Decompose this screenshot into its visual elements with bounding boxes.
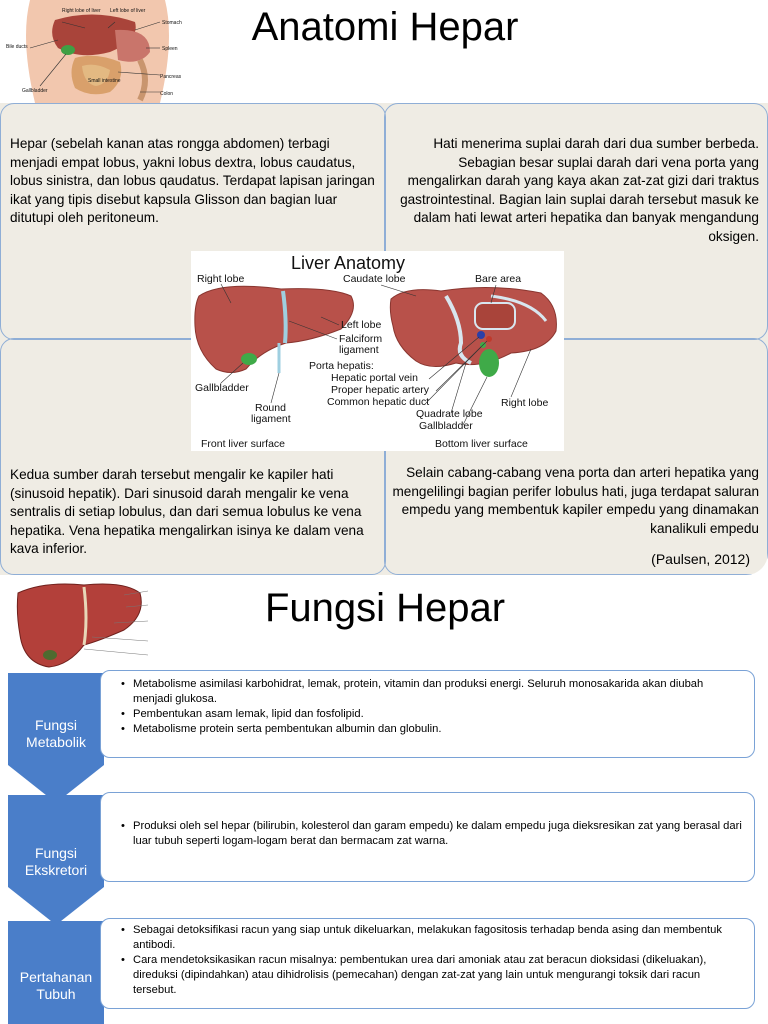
torso-label: Pancreas: [160, 74, 182, 80]
anatomy-paragraph-sinusoid: Kedua sumber darah tersebut mengalir ke kapiler hati (sinusoid hepatik). Dari sinusoid darah mengalir ke vena sentralis di setiap lobulus, dan dari semua lobulus ke vena hepatika. Vena hepatika mengalirkan isinya ke dalam vena kava inferior.: [10, 467, 364, 556]
figure-label: Caudate lobe: [343, 273, 406, 285]
torso-label: Right lobe of liver: [62, 8, 101, 14]
list-item: • Produksi oleh sel hepar (bilirubin, kolesterol dan garam empedu) ke dalam empedu juga dieksresikan zat yang berasal dari luar tubuh seperti logam-logam berat dan bermacam zat warna.: [125, 819, 742, 849]
function-label-line: Ekskretori: [24, 862, 88, 878]
list-item: • Metabolisme asimilasi karbohidrat, lemak, protein, vitamin dan produksi energi. Seluruh monosakarida akan diubah menjadi glukosa.: [125, 677, 742, 707]
list-item: • Sebagai detoksifikasi racun yang siap untuk dikeluarkan, melakukan fagositosis terhadap benda asing dan membentuk antibodi.: [125, 923, 742, 953]
figure-label: Left lobe: [341, 319, 382, 331]
figure-label: Porta hepatis:: [309, 360, 374, 372]
torso-label: Left lobe of liver: [110, 8, 146, 14]
figure-label: Round: [255, 402, 286, 414]
function-description-box: [100, 918, 755, 1009]
list-item: • Metabolisme protein serta pembentukan albumin dan globulin.: [125, 722, 742, 737]
torso-label: Bile ducts: [6, 44, 28, 50]
torso-label: Gallbladder: [22, 88, 48, 94]
slide-title: Fungsi Hepar: [264, 586, 506, 630]
function-label-line: Pertahanan: [19, 969, 93, 985]
figure-label: Right lobe: [501, 397, 549, 409]
function-description-box: [100, 670, 755, 758]
anatomy-paragraph-blood-supply: Hati menerima suplai darah dari dua sumber berbeda. Sebagian besar suplai darah dari vena porta yang mengalirkan darah yang kaya akan zat-zat gizi dari traktus gastrointestinal. Bagian lain suplai darah tersebut masuk ke dalam hati lewat arteri hepatika dan banyak mengandung oksigen.: [400, 136, 759, 244]
figure-label: Bare area: [475, 273, 522, 285]
function-label-line: Tubuh: [36, 986, 76, 1002]
figure-label: ligament: [251, 413, 291, 425]
function-row-metabolik: [0, 673, 768, 808]
figure-label: ligament: [339, 344, 379, 356]
figure-label: Gallbladder: [419, 420, 473, 432]
function-label-line: Fungsi: [34, 717, 78, 733]
torso-label: Stomach: [162, 20, 182, 26]
function-label-line: Metabolik: [26, 734, 86, 750]
figure-label: Quadrate lobe: [416, 408, 483, 420]
list-item: • Cara mendetoksikasikan racun misalnya: pembentukan urea dari amoniak atau zat beracun dioksidasi (dikeluakan), direduksi (dipindahkan) atau dihidrolisis (pemecahan) dengan zat-zat yang lain untuk mengurangi toksik dari racun tersebut.: [125, 953, 742, 998]
function-row-pertahanan: [0, 921, 768, 1024]
function-row-ekskretori: [0, 795, 768, 925]
figure-label: Right lobe: [197, 273, 245, 285]
anatomy-paragraph-bile-ducts: Selain cabang-cabang vena porta dan arteri hepatika yang mengelilingi bagian perifer lobulus hati, juga terdapat saluran empedu yang membentuk kapiler empedu yang dinamakan kanalikuli empedu: [392, 465, 759, 536]
citation: (Paulsen, 2012): [651, 551, 750, 567]
figure-label: Gallbladder: [195, 382, 249, 394]
torso-label: Small intestine: [88, 78, 121, 84]
figure-label: Front liver surface: [201, 438, 286, 450]
list-item: • Pembentukan asam lemak, lipid dan fosfolipid.: [125, 707, 742, 722]
slide-title: Anatomi Hepar: [251, 5, 519, 49]
function-label: [8, 845, 104, 879]
figure-title: Liver Anatomy: [291, 253, 406, 273]
function-label: [8, 717, 104, 751]
figure-label: Common hepatic duct: [327, 396, 430, 408]
figure-label: Falciform: [339, 333, 383, 345]
figure-label: Proper hepatic artery: [331, 384, 430, 396]
figure-label: Bottom liver surface: [435, 438, 528, 450]
anatomy-paragraph-lobes: Hepar (sebelah kanan atas rongga abdomen) terbagi menjadi empat lobus, yakni lobus dextra, lobus caudatus, lobus sinistra, dan lobus qaudatus. Terdapat lapisan jaringan ikat yang tipis disebut kapsula Glisson dan bagian luar ditutupi oleh peritoneum.: [10, 136, 375, 225]
slide-fungsi-hepar: [0, 575, 768, 1024]
torso-label: Colon: [160, 91, 174, 97]
function-label: [8, 969, 104, 1003]
liver-anatomy-diagram: [191, 251, 564, 451]
function-description-box: [100, 792, 755, 882]
liver-photo-illustration: [14, 575, 150, 675]
torso-label: Spleen: [162, 46, 178, 52]
torso-anatomy-illustration: [0, 0, 190, 103]
figure-label: Hepatic portal vein: [331, 372, 418, 384]
function-label-line: Fungsi: [34, 845, 78, 861]
